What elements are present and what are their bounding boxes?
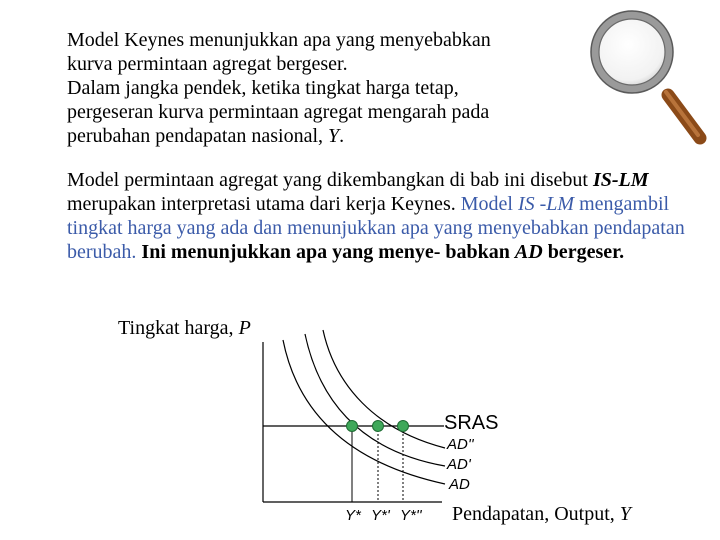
y-star-tick: Y*: [345, 507, 361, 524]
intro-line-4: pergeseran kurva permintaan agregat mengarah pada: [67, 101, 490, 123]
equilibrium-point-ad-prime: [373, 421, 384, 432]
intro-line-2: kurva permintaan agregat bergeser.: [67, 53, 348, 75]
intro-line-3: Dalam jangka pendek, ketika tingkat harga tetap,: [67, 77, 459, 99]
model-blue-c: mengambil tingkat harga yang ada dan menunjukkan apa yang menyebabkan pendapatan berubah.: [67, 193, 685, 263]
model-blue-is: IS: [517, 193, 535, 215]
model-blue-lm: LM: [546, 193, 575, 215]
equilibrium-point-ad-double-prime: [398, 421, 409, 432]
model-blue-b: -: [534, 193, 547, 215]
sras-label: SRAS: [444, 412, 499, 434]
y-star-double-prime-tick: Y*'': [400, 507, 422, 524]
model-bold-b: bergeser.: [542, 241, 625, 263]
model-bold-a: Ini menunjukkan apa yang menye- babkan: [136, 241, 515, 263]
islm-term: IS-LM: [592, 169, 649, 191]
x-axis-label-text: Pendapatan, Output,: [452, 503, 620, 525]
intro-line-5-text: perubahan pendapatan nasional,: [67, 125, 324, 147]
ad-label: AD: [449, 476, 470, 493]
model-sentence-1: Model permintaan agregat yang dikembangkan di bab ini disebut: [67, 169, 588, 191]
model-blue-a: Model: [460, 193, 518, 215]
equilibrium-point-ad: [347, 421, 358, 432]
x-axis-symbol: Y: [619, 503, 631, 525]
ad-double-prime-curve: [323, 330, 445, 448]
ad-double-prime-label: AD'': [447, 436, 474, 453]
model-sentence-2: merupakan interpretasi utama dari kerja Keynes.: [67, 193, 461, 215]
intro-period: .: [339, 125, 345, 147]
intro-y-symbol: Y: [328, 125, 340, 147]
model-bold-ad: AD: [514, 241, 543, 263]
x-axis-label: [452, 503, 631, 526]
y-star-prime-tick: Y*': [371, 507, 390, 524]
y-axis-label-text: Tingkat harga,: [118, 317, 239, 339]
ad-prime-curve: [305, 334, 445, 466]
intro-line-1: Model Keynes menunjukkan apa yang menyebabkan: [67, 29, 491, 51]
y-axis-symbol: P: [238, 317, 251, 339]
ad-prime-label: AD': [447, 456, 471, 473]
ad-curve: [283, 340, 445, 484]
